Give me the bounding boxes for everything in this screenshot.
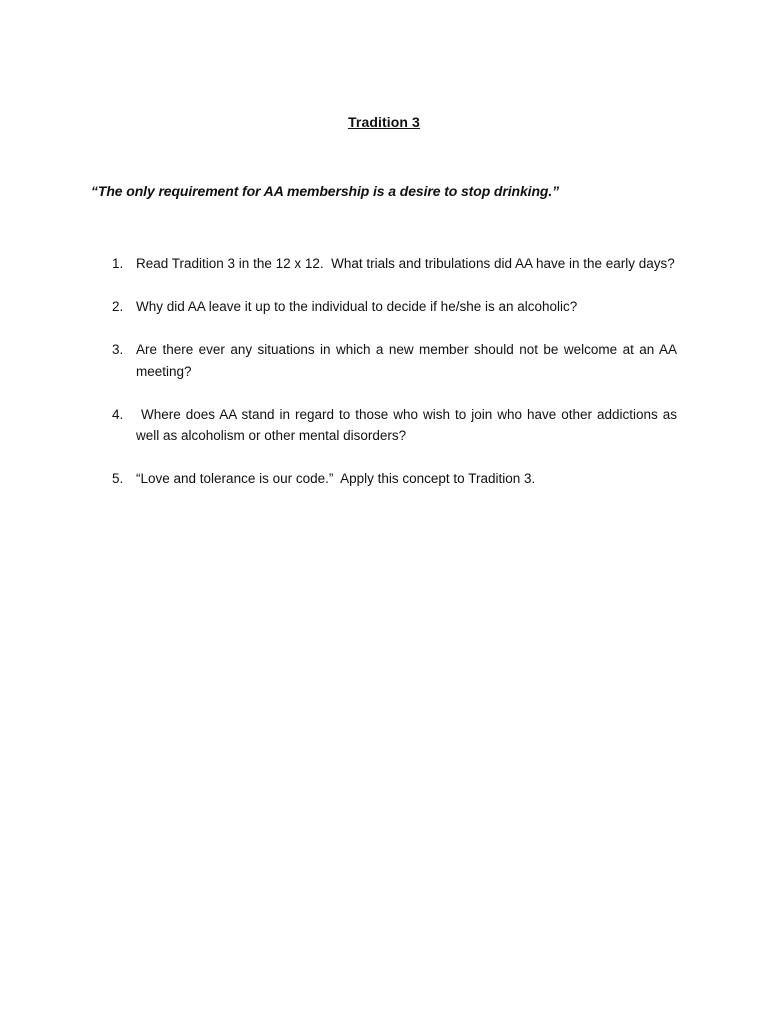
question-text: “Love and tolerance is our code.” Apply this concept to Tradition 3. xyxy=(136,471,536,486)
question-number: 3. xyxy=(112,342,124,357)
question-text: Where does AA stand in regard to those who wish to join who have other addictions as well as alcoholism or other mental disorders? xyxy=(136,406,681,443)
question-text: Why did AA leave it up to the individual to decide if he/she is an alcoholic? xyxy=(136,299,578,314)
list-item xyxy=(0,296,768,318)
tradition-quote: “The only requirement for AA membership is a desire to stop drinking.” xyxy=(91,183,560,199)
list-item xyxy=(0,253,768,275)
list-item xyxy=(0,404,768,447)
list-item xyxy=(0,468,768,490)
question-number: 5. xyxy=(112,471,124,486)
question-number: 2. xyxy=(112,299,124,314)
list-item xyxy=(0,339,768,382)
question-list xyxy=(0,253,768,511)
question-text: Read Tradition 3 in the 12 x 12. What trials and tribulations did AA have in the early days? xyxy=(136,256,675,271)
page-title: Tradition 3 xyxy=(348,114,420,130)
question-number: 1. xyxy=(112,256,124,271)
question-text: Are there ever any situations in which a new member should not be welcome at an AA meeting? xyxy=(136,342,681,379)
question-number: 4. xyxy=(112,406,124,422)
